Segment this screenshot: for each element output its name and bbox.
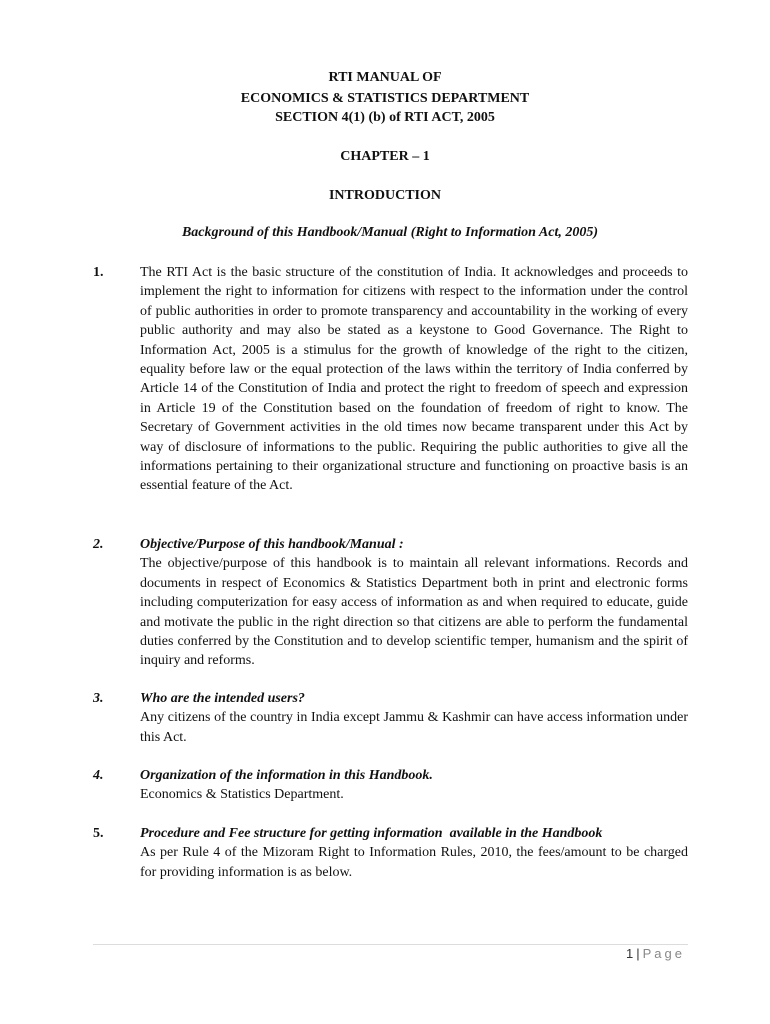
- section-number: 4.: [93, 768, 104, 783]
- section-2: [140, 535, 688, 671]
- section-1-text: The RTI Act is the basic structure of the constitution of India. It acknowledges and proceeds to implement the right to information for citizens with respect to the information under the control of public authorities in order to promote transparency and accountability in the working of every public authority and may also be stated as a keystone to Good Governance. The Right to Information Act, 2005 is a stimulus for the growth of knowledge of the right to the citizen, equality before law or the equal protection of the laws within the territory of India conferred by Article 14 of the Constitution of India and protect the right to freedom of speech and expression in Article 19 of the Constitution based on the foundation of freedom of right to know. The Secretary of Government activities in the old times now became transparent under this Act by way of disclosure of informations to the public. Requiring the public authorities to give all the informations pertaining to their organizational structure and functioning on proactive basis is an essential feature of the Act.: [140, 265, 688, 494]
- section-number: 2.: [93, 537, 104, 552]
- section-3-heading: Who are the intended users?: [140, 691, 305, 706]
- chapter-heading: CHAPTER – 1: [340, 149, 430, 164]
- section-number: 3.: [93, 691, 104, 706]
- section-3: [140, 689, 688, 747]
- page-footer: [626, 946, 685, 961]
- section-3-text: Any citizens of the country in India except Jammu & Kashmir can have access information under this Act.: [140, 710, 688, 745]
- section-5: [140, 824, 688, 882]
- section-4-text: Economics & Statistics Department.: [140, 787, 344, 803]
- page-number: 1: [626, 946, 634, 961]
- page-label: Page: [642, 946, 685, 961]
- section-5-heading: Procedure and Fee structure for getting information available in the Handbook: [140, 826, 603, 841]
- section-number: 5.: [93, 826, 104, 841]
- section-5-text: As per Rule 4 of the Mizoram Right to Information Rules, 2010, the fees/amount to be charged for providing information is as below.: [140, 845, 688, 880]
- title-line-1: RTI MANUAL OF: [328, 70, 442, 85]
- title-line-2: ECONOMICS & STATISTICS DEPARTMENT: [240, 91, 530, 106]
- title-line-3: SECTION 4(1) (b) of RTI ACT, 2005: [275, 110, 495, 125]
- section-4-heading: Organization of the information in this Handbook.: [140, 768, 433, 783]
- section-2-heading: Objective/Purpose of this handbook/Manual :: [140, 537, 404, 552]
- section-4: [140, 766, 688, 805]
- section-number: 1.: [93, 265, 104, 280]
- section-2-text: The objective/purpose of this handbook is to maintain all relevant informations. Records and documents in respect of Economics & Statistics Department both in print and electronic forms including computerization for easy access of information as and when required to educate, guide and motivate the public in the right direction so that citizens are able to perform the fundamental duties conferred by the Constitution and to develop scientific temper, humanism and the spirit of inquiry and reforms.: [140, 556, 688, 669]
- footer-separator: |: [636, 946, 640, 961]
- background-heading: Background of this Handbook/Manual (Right to Information Act, 2005): [181, 225, 599, 240]
- introduction-heading: INTRODUCTION: [328, 188, 441, 203]
- footer-divider: [93, 944, 688, 945]
